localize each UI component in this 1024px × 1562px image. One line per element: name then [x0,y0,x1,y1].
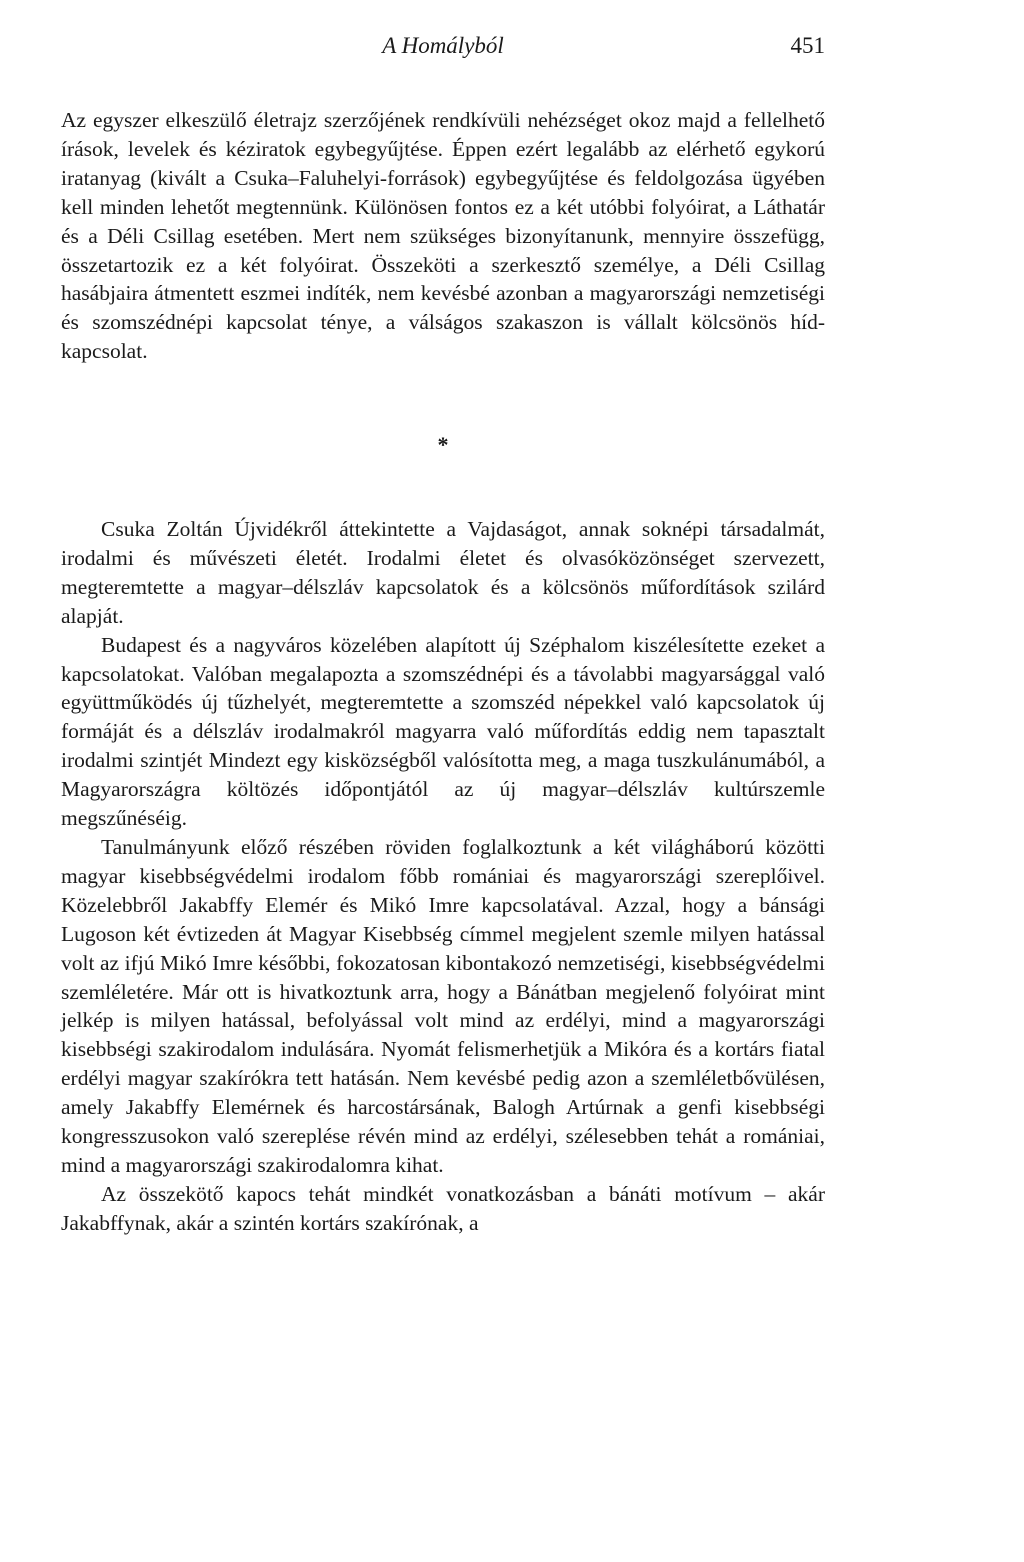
paragraph: Csuka Zoltán Újvidékről áttekintette a Vajdaságot, annak soknépi társadalmát, irodalmi és művészeti életét. Irodalmi életet és olvasóközönséget szervezett, megteremtette a magyar–délszláv kapcsolatok és a kölcsönös műfordítások szilárd alapját. [61,517,825,628]
paragraph: Budapest és a nagyváros közelében alapított új Széphalom kiszélesítette ezeket a kapcsolatokat. Valóban megalapozta a szomszédnépi és a távolabbi magyarsággal való együttműködés új tűzhelyét, megteremtette a szomszéd népekkel való kapcsolatok új formáját és a délszláv irodalmakról magyarra való műfordítás eddig nem tapasztalt irodalmi szintjét Mindezt egy kisközségből valósította meg, a maga tuszkulánumából, a Magyarországra költözés időpontjától az új magyar–délszláv kultúrszemle megszűnéséig. [61,632,825,831]
paragraph: Az összekötő kapocs tehát mindkét vonatkozásban a bánáti motívum – akár Jakabffynak, akár a szintén kortárs szakírónak, a [61,1181,825,1235]
text-section-bottom [61,515,825,1238]
section-break-asterisk: * [437,432,449,457]
text-section-top [61,106,825,366]
paragraph: Az egyszer elkeszülő életrajz szerzőjének rendkívüli nehézséget okoz majd a fellelhető írások, levelek és kéziratok egybegyűjtése. Éppen ezért legalább az elérhető egykorú iratanyag (kivált a Csuka–Faluhelyi-források) egybegyűjtése és feldolgozása ügyében kell minden lehetőt megtennünk. Különösen fontos ez a két utóbbi folyóirat, a Láthatár és a Déli Csillag esetében. Mert nem szükséges bizonyítanunk, mennyire összefügg, összetartozik ez a két folyóirat. Összeköti a szerkesztő személye, a Déli Csillag hasábjaira átmentett eszmei indíték, nem kevésbé azonban a magyarországi nemzetiségi és szomszédnépi kapcsolat ténye, a válságos szakaszon is vállalt kölcsönös híd-kapcsolat. [61,108,825,364]
running-title: A Homályból [382,33,504,58]
paragraph: Tanulmányunk előző részében röviden foglalkoztunk a két világháború közötti magyar kisebbségvédelmi irodalom főbb romániai és magyarországi szereplőivel. Közelebbről Jakabffy Elemér és Mikó Imre kapcsolatával. Azzal, hogy a bánsági Lugoson két évtizeden át Magyar Kisebbség címmel megjelent szemle milyen hatással volt az ifjú Mikó Imre későbbi, fokozatosan kibontakozó nemzetiségi, kisebbségvédelmi szemléletére. Már ott is hivatkoztunk arra, hogy a Bánátban megjelenő folyóirat mint jelkép is milyen hatással, befolyással volt mind az erdélyi, mind a magyarországi kisebbségi szakirodalom indulására. Nyomát felismerhetjük a Mikóra és a kortárs fiatal erdélyi magyar szakírókra tett hatásán. Nem kevésbé pedig azon a szemléletbővülésen, amely Jakabffy Elemérnek és harcostársának, Balogh Artúrnak a genfi kisebbségi kongresszusokon való szereplése révén mind az erdélyi, szélesebben tehát a romániai, mind a magyarországi szakirodalomra kihat. [61,834,825,1177]
page-header [61,30,825,66]
page-number: 451 [790,33,825,58]
